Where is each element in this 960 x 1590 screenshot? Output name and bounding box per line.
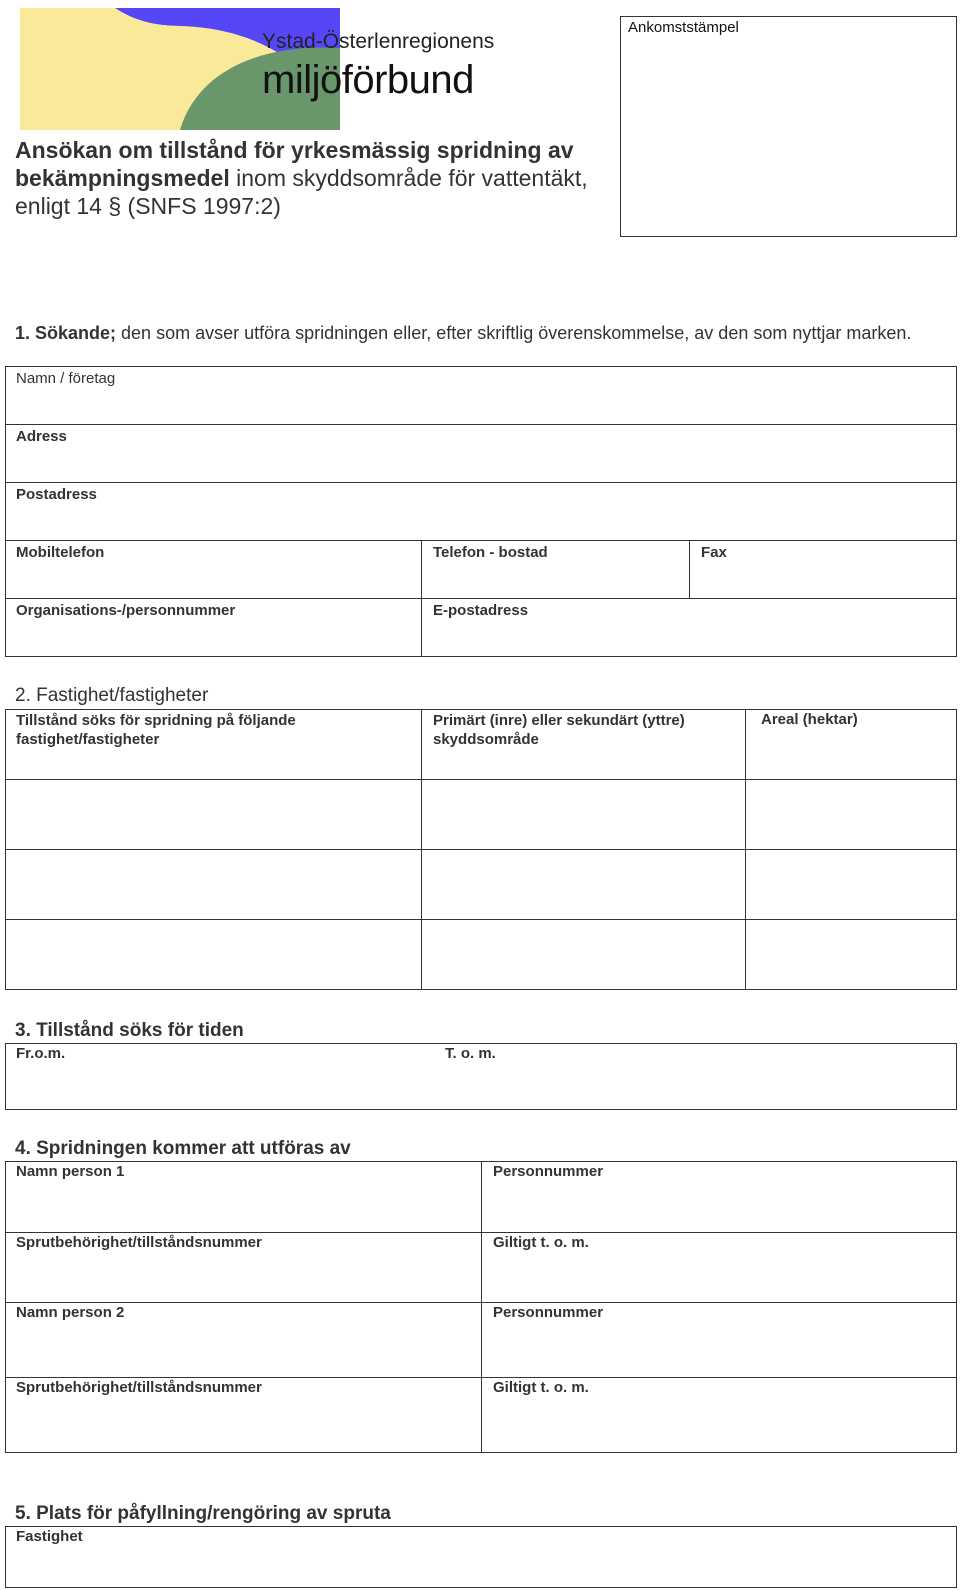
col-area: Areal (hektar) — [761, 711, 858, 728]
zone-cell-1[interactable] — [422, 780, 745, 849]
logo-line1: Ystad-Österlenregionens — [262, 30, 495, 53]
field-mobile-phone[interactable]: Mobiltelefon — [16, 544, 105, 561]
logo-line2: miljöförbund — [262, 58, 474, 102]
field-address[interactable]: Adress — [16, 428, 67, 445]
property-cell-1[interactable] — [6, 780, 421, 849]
field-person1-name[interactable]: Namn person 1 — [16, 1163, 125, 1180]
area-cell-1[interactable] — [746, 780, 956, 849]
form-title-bold: Ansökan om tillstånd för yrkesmässig spridning av bekämpningsmedel — [15, 137, 574, 191]
col-protection-zone: Primärt (inre) eller sekundärt (yttre) skyddsområde — [433, 712, 685, 748]
form-title-rest: inom skyddsområde för vattentäkt, enligt 14 § (SNFS 1997:2) — [15, 165, 588, 219]
field-person1-license[interactable]: Sprutbehörighet/tillståndsnummer — [16, 1234, 262, 1251]
section1-heading-bold: 1. Sökande; — [15, 323, 117, 343]
field-person2-name[interactable]: Namn person 2 — [16, 1304, 125, 1321]
arrival-stamp-label: Ankomststämpel — [628, 19, 739, 36]
section2-heading-text: 2. Fastighet/fastigheter — [15, 685, 209, 706]
zone-cell-3[interactable] — [422, 920, 745, 989]
section4-table — [5, 1161, 957, 1453]
col-property: Tillstånd söks för spridning på följande fastighet/fastigheter — [16, 712, 296, 748]
section1-heading — [15, 320, 955, 346]
area-cell-3[interactable] — [746, 920, 956, 989]
section5-table — [5, 1526, 957, 1588]
field-person2-license[interactable]: Sprutbehörighet/tillståndsnummer — [16, 1379, 262, 1396]
field-person2-valid[interactable]: Giltigt t. o. m. — [493, 1379, 589, 1396]
section3-heading: 3. Tillstånd söks för tiden — [15, 1020, 244, 1041]
area-cell-2[interactable] — [746, 850, 956, 919]
field-name-company[interactable]: Namn / företag — [16, 370, 116, 387]
property-cell-2[interactable] — [6, 850, 421, 919]
section2-heading — [15, 685, 208, 707]
field-to-date[interactable]: T. o. m. — [445, 1045, 496, 1062]
field-postal-address[interactable]: Postadress — [16, 486, 97, 503]
field-person2-id[interactable]: Personnummer — [493, 1304, 604, 1321]
section4-heading: 4. Spridningen kommer att utföras av — [15, 1138, 351, 1159]
field-fax[interactable]: Fax — [701, 544, 727, 561]
section1-heading-rest: den som avser utföra spridningen eller, efter skriftlig överenskommelse, av den som nyttjar marken. — [116, 323, 912, 343]
field-org-number[interactable]: Organisations-/personnummer — [16, 602, 236, 619]
section3-table — [5, 1043, 957, 1110]
field-from-date[interactable]: Fr.o.m. — [16, 1045, 66, 1062]
section5-heading: 5. Plats för påfyllning/rengöring av spruta — [15, 1503, 391, 1524]
zone-cell-2[interactable] — [422, 850, 745, 919]
property-cell-3[interactable] — [6, 920, 421, 989]
arrival-stamp-box — [620, 16, 957, 237]
section1-table — [5, 366, 957, 657]
section2-table — [5, 709, 957, 990]
form-title — [15, 136, 615, 220]
field-email[interactable]: E-postadress — [433, 602, 529, 619]
field-property[interactable]: Fastighet — [16, 1528, 83, 1545]
field-person1-id[interactable]: Personnummer — [493, 1163, 604, 1180]
field-person1-valid[interactable]: Giltigt t. o. m. — [493, 1234, 589, 1251]
field-home-phone[interactable]: Telefon - bostad — [433, 544, 548, 561]
